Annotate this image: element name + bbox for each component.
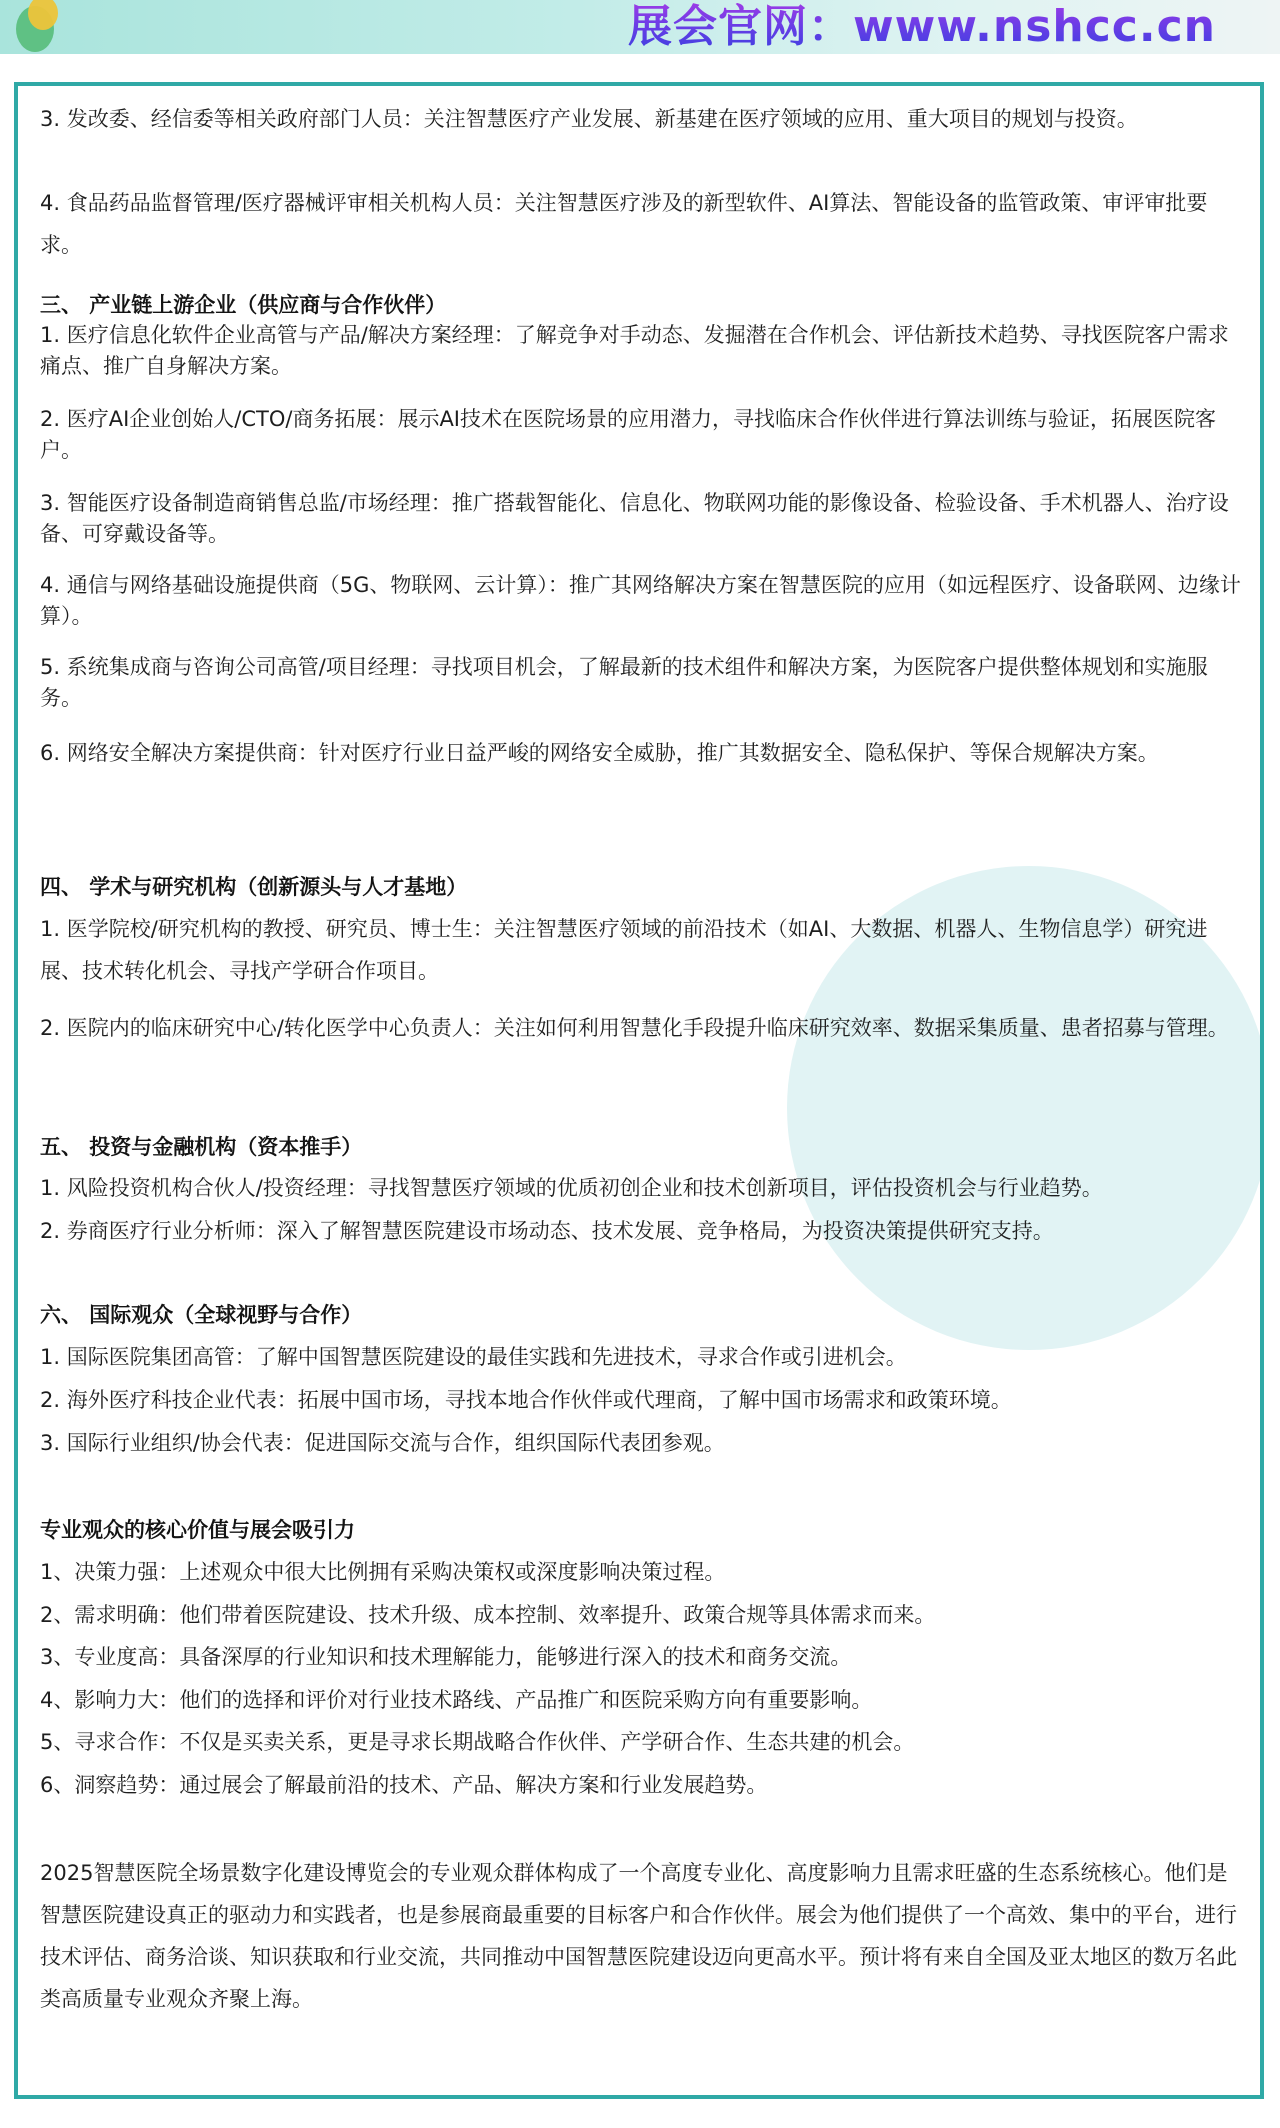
section-heading-international: 六、 国际观众（全球视野与合作） — [40, 1303, 363, 1327]
paragraph-gov-item-3: 3. 发改委、经信委等相关政府部门人员：关注智慧医疗产业发展、新基建在医疗领域的应用、重大项目的规划与投资。 — [40, 107, 1138, 131]
section-heading-upstream: 三、 产业链上游企业（供应商与合作伙伴） — [40, 293, 447, 317]
paragraph-upstream-item-6: 6. 网络安全解决方案提供商：针对医疗行业日益严峻的网络安全威胁，推广其数据安全、隐私保护、等保合规解决方案。 — [40, 741, 1159, 765]
paragraph-investment-item-1: 1. 风险投资机构合伙人/投资经理：寻找智慧医疗领域的优质初创企业和技术创新项目，评估投资机会与行业趋势。 — [40, 1176, 1103, 1200]
paragraph-value-item-5: 5、寻求合作：不仅是买卖关系，更是寻求长期战略合作伙伴、产学研合作、生态共建的机会。 — [40, 1730, 915, 1754]
paragraph-value-item-3: 3、专业度高：具备深厚的行业知识和技术理解能力，能够进行深入的技术和商务交流。 — [40, 1645, 852, 1669]
paragraph-upstream-item-1: 1. 医疗信息化软件企业高管与产品/解决方案经理：了解竞争对手动态、发掘潜在合作机会、评估新技术趋势、寻找医院客户需求痛点、推广自身解决方案。 — [40, 323, 1229, 378]
paragraph-academic-item-1: 1. 医学院校/研究机构的教授、研究员、博士生：关注智慧医疗领域的前沿技术（如AI、大数据、机器人、生物信息学）研究进展、技术转化机会、寻找产学研合作项目。 — [40, 917, 1208, 983]
overlapping-circles-logo-icon — [14, 0, 64, 54]
paragraph-upstream-item-3: 3. 智能医疗设备制造商销售总监/市场经理：推广搭载智能化、信息化、物联网功能的影像设备、检验设备、手术机器人、治疗设备、可穿戴设备等。 — [40, 491, 1229, 546]
paragraph-gov-item-4: 4. 食品药品监督管理/医疗器械评审相关机构人员：关注智慧医疗涉及的新型软件、AI算法、智能设备的监管政策、审评审批要求。 — [40, 191, 1208, 257]
paragraph-upstream-item-4: 4. 通信与网络基础设施提供商（5G、物联网、云计算）：推广其网络解决方案在智慧医院的应用（如远程医疗、设备联网、边缘计算）。 — [40, 573, 1241, 628]
section-heading-investment: 五、 投资与金融机构（资本推手） — [40, 1135, 363, 1159]
paragraph-international-item-3: 3. 国际行业组织/协会代表：促进国际交流与合作，组织国际代表团参观。 — [40, 1431, 725, 1455]
section-heading-academic: 四、 学术与研究机构（创新源头与人才基地） — [40, 875, 468, 899]
section-heading-core-value: 专业观众的核心价值与展会吸引力 — [40, 1518, 355, 1542]
content-box — [14, 82, 1264, 2099]
paragraph-value-item-2: 2、需求明确：他们带着医院建设、技术升级、成本控制、效率提升、政策合规等具体需求而来。 — [40, 1603, 936, 1627]
paragraph-international-item-2: 2. 海外医疗科技企业代表：拓展中国市场，寻找本地合作伙伴或代理商，了解中国市场需求和政策环境。 — [40, 1388, 1012, 1412]
paragraph-upstream-item-2: 2. 医疗AI企业创始人/CTO/商务拓展：展示AI技术在医院场景的应用潜力，寻找临床合作伙伴进行算法训练与验证，拓展医院客户。 — [40, 407, 1216, 462]
paragraph-value-item-4: 4、影响力大：他们的选择和评价对行业技术路线、产品推广和医院采购方向有重要影响。 — [40, 1688, 873, 1712]
paragraph-value-item-6: 6、洞察趋势：通过展会了解最前沿的技术、产品、解决方案和行业发展趋势。 — [40, 1773, 768, 1797]
paragraph-academic-item-2: 2. 医院内的临床研究中心/转化医学中心负责人：关注如何利用智慧化手段提升临床研究效率、数据采集质量、患者招募与管理。 — [40, 1016, 1229, 1040]
header-band — [0, 0, 1280, 54]
paragraph-international-item-1: 1. 国际医院集团高管：了解中国智慧医院建设的最佳实践和先进技术，寻求合作或引进机会。 — [40, 1345, 907, 1369]
site-title: 展会官网：www.nshcc.cn — [628, 1, 1216, 52]
paragraph-investment-item-2: 2. 券商医疗行业分析师：深入了解智慧医院建设市场动态、技术发展、竞争格局，为投资决策提供研究支持。 — [40, 1219, 1054, 1243]
paragraph-value-item-1: 1、决策力强：上述观众中很大比例拥有采购决策权或深度影响决策过程。 — [40, 1560, 726, 1584]
paragraph-upstream-item-5: 5. 系统集成商与咨询公司高管/项目经理：寻找项目机会，了解最新的技术组件和解决方案，为医院客户提供整体规划和实施服务。 — [40, 655, 1208, 710]
summary-paragraph: 2025智慧医院全场景数字化建设博览会的专业观众群体构成了一个高度专业化、高度影响力且需求旺盛的生态系统核心。他们是智慧医院建设真正的驱动力和实践者，也是参展商最重要的目标客户和合作伙伴。展会为他们提供了一个高效、集中的平台，进行技术评估、商务洽谈、知识获取和行业交流，共同推动中国智慧医院建设迈向更高水平。预计将有来自全国及亚太地区的数万名此类高质量专业观众齐聚上海。 — [40, 1861, 1237, 2011]
